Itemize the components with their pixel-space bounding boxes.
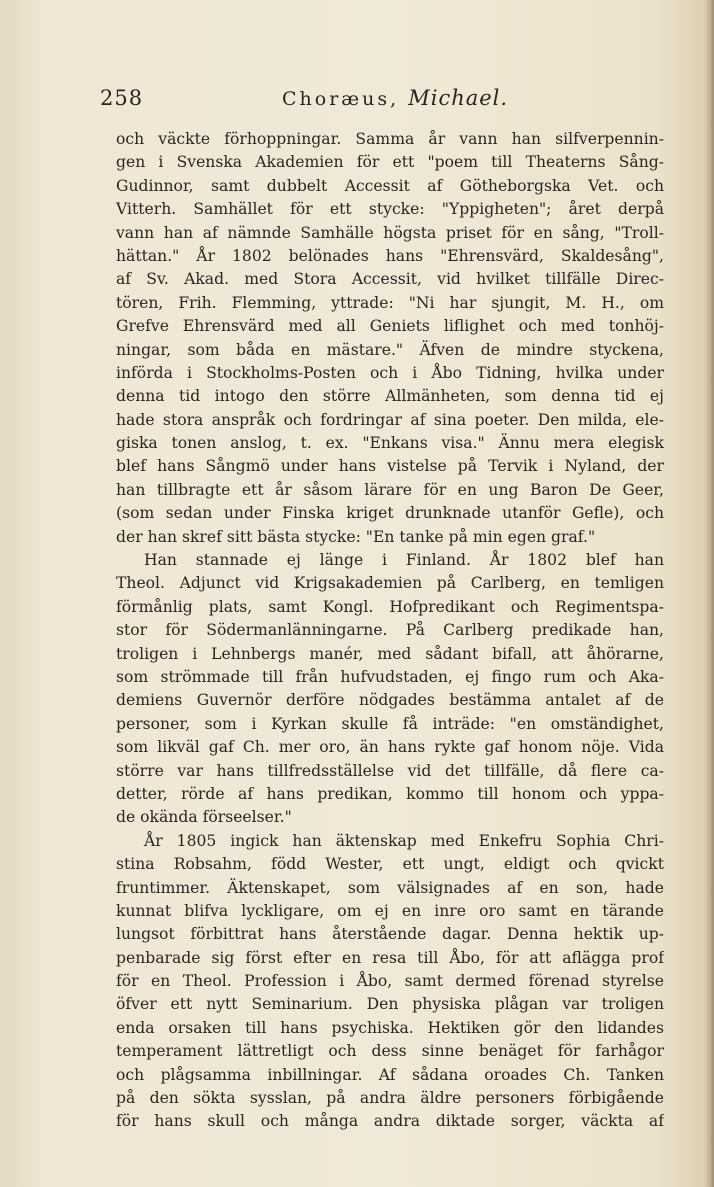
text-line: öfver ett nytt Seminarium. Den physiska plågan var troligen [116,995,664,1014]
text-line: (som sedan under Finska kriget drunknade utanför Gefle), och [116,504,664,523]
body-text [116,128,664,1134]
running-head-given-name: Michael. [408,86,509,110]
text-line: af Sv. Akad. med Stora Accessit, vid hvilket tillfälle Direc- [116,270,664,289]
text-line: som likväl gaf Ch. mer oro, än hans rykte gaf honom nöje. Vida [116,738,664,757]
text-line: för en Theol. Profession i Åbo, samt dermed förenad styrelse [116,972,664,991]
text-line: fruntimmer. Äktenskapet, som välsignades af en son, hade [116,878,664,897]
text-line: stor för Södermanlänningarne. På Carlberg predikade han, [116,621,664,640]
text-line: penbarade sig först efter en resa till Åbo, för att aflägga prof [116,948,664,967]
text-line: Grefve Ehrensvärd med all Geniets liflighet och med tonhöj- [116,317,664,336]
text-line: Gudinnor, samt dubbelt Accessit af Götheborgska Vet. och [116,176,664,195]
text-line: hättan." År 1802 belönades hans "Ehrensvärd, Skaldesång", [116,246,664,265]
page-number: 258 [100,86,144,110]
text-line: blef hans Sångmö under hans vistelse på Tervik i Nyland, der [116,457,664,476]
text-line: temperament lättretligt och dess sinne benäget för farhågor [116,1042,664,1061]
text-line: som strömmade till från hufvudstaden, ej fingo rum och Aka- [116,667,664,686]
running-head [282,86,508,110]
text-line: för hans skull och många andra diktade sorger, väckta af [116,1112,664,1131]
text-line: denna tid intogo den större Allmänheten, som denna tid ej [116,387,664,406]
text-line: förmånlig plats, samt Kongl. Hofpredikant och Regimentspa- [116,597,664,616]
text-line: detter, rörde af hans predikan, kommo till honom och yppa- [116,784,664,803]
text-line: kunnat blifva lyckligare, om ej en inre oro samt en tärande [116,901,664,920]
text-line: och väckte förhoppningar. Samma år vann han silfverpennin- [116,130,664,148]
text-line: enda orsaken till hans psychiska. Hektiken gör den lidandes [116,1018,664,1037]
text-line: Theol. Adjunct vid Krigsakademien på Carlberg, en temligen [116,574,664,593]
text-line: troligen i Lehnbergs manér, med sådant bifall, att åhörarne, [116,644,664,663]
text-line: stina Robsahm, född Wester, ett ungt, eldigt och qvickt [116,855,664,874]
text-line: gen i Svenska Akademien för ett "poem till Theaterns Sång- [116,153,664,172]
text-line: tören, Frih. Flemming, yttrade: "Ni har sjungit, M. H., om [116,293,664,312]
text-line: de okända förseelser." [116,808,292,827]
text-line: giska tonen anslog, t. ex. "Enkans visa." Ännu mera elegisk [116,434,664,453]
text-line: ningar, som båda en mästare." Äfven de mindre styckena, [116,340,664,359]
running-head-surname: Choræus, [282,88,409,110]
text-line: hade stora anspråk och fordringar af sina poeter. Den milda, ele- [116,410,664,429]
text-line: lungsot förbittrat hans återstående dagar. Denna hektik up- [116,925,664,944]
text-line: demiens Guvernör derföre nödgades bestämma antalet af de [116,691,664,710]
text-line: År 1805 ingick han äktenskap med Enkefru Sophia Chri- [144,831,664,850]
text-line: han tillbragte ett år såsom lärare för en ung Baron De Geer, [116,480,664,499]
page-header [100,86,660,116]
text-line: Vitterh. Samhället för ett stycke: "Yppigheten"; året derpå [116,200,664,219]
text-line: och plågsamma inbillningar. Af sådana oroades Ch. Tanken [116,1065,664,1084]
page-edge-shadow [704,0,714,1187]
text-line: på den sökta sysslan, på andra äldre personers förbigående [116,1089,664,1108]
text-line: vann han af nämnde Samhälle högsta priset för en sång, "Troll- [116,223,664,242]
text-line: Han stannade ej länge i Finland. År 1802 blef han [144,551,664,570]
text-line: der han skref sitt bästa stycke: "En tanke på min egen graf." [116,527,596,546]
text-line: större var hans tillfredsställelse vid det tillfälle, då flere ca- [116,761,664,780]
text-line: personer, som i Kyrkan skulle få inträde: "en omständighet, [116,714,664,733]
text-line: införda i Stockholms-Posten och i Åbo Tidning, hvilka under [116,363,664,382]
